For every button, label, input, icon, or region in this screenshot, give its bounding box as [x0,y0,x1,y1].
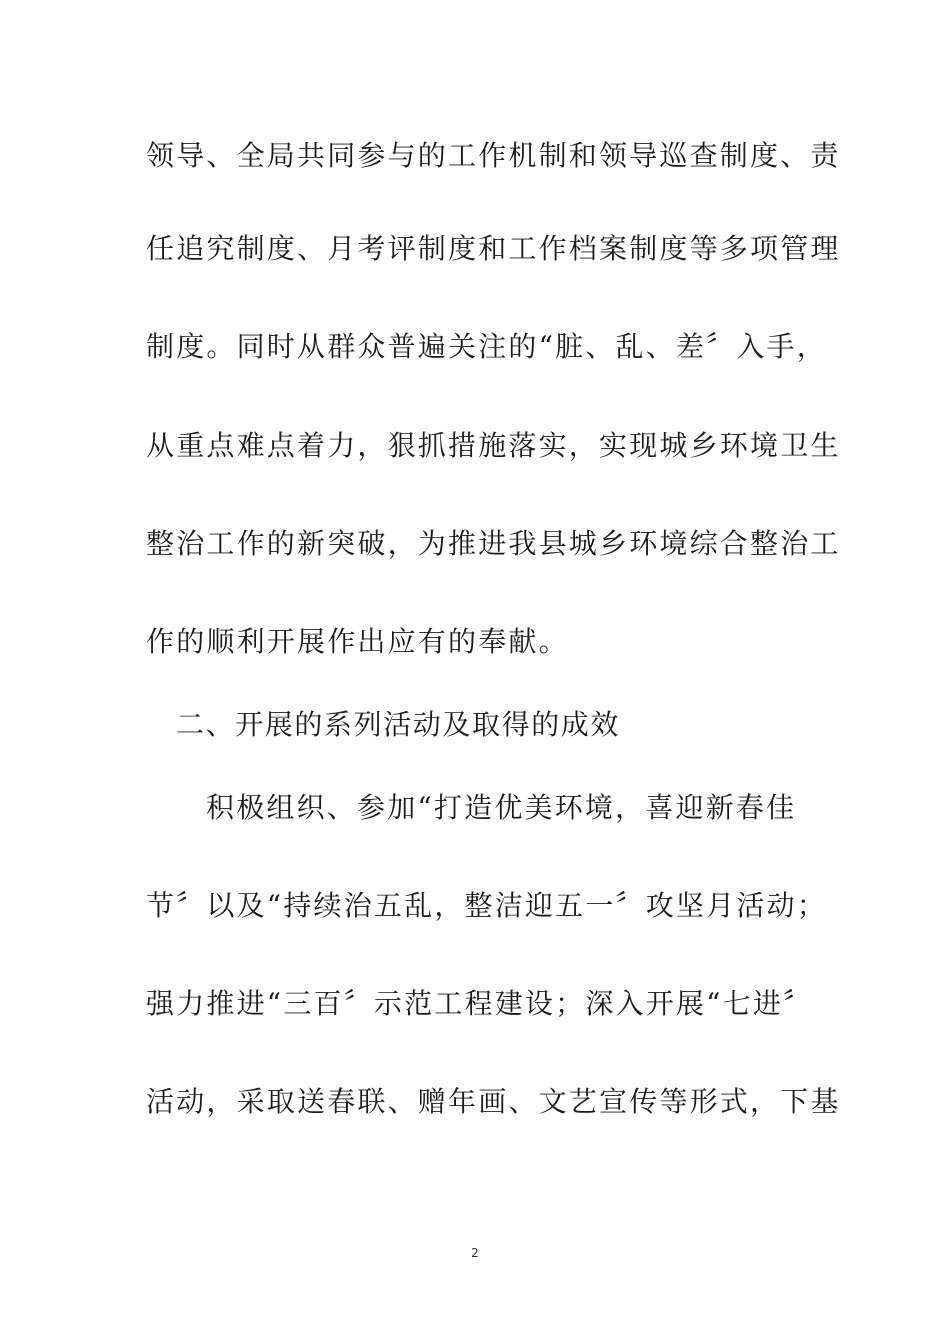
body-line: 领导、全局共同参与的工作机制和领导巡查制度、责 [146,139,841,172]
body-line: 作的顺利开展作出应有的奉献。 [146,625,569,658]
section-heading: 二、开展的系列活动及取得的成效 [176,708,621,741]
body-line: 强力推进“三百〞示范工程建设；深入开展“七进〞 [146,987,814,1020]
page-number: 2 [471,1246,479,1260]
body-line: 节〞以及“持续治五乱，整洁迎五一〞攻坚月活动； [146,889,827,922]
body-line: 任追究制度、月考评制度和工作档案制度等多项管理 [146,232,841,265]
body-line: 积极组织、参加“打造优美环境，喜迎新春佳 [206,791,797,824]
body-line: 活动，采取送春联、赠年画、文艺宣传等形式，下基 [146,1085,841,1118]
body-line: 从重点难点着力，狠抓措施落实，实现城乡环境卫生 [146,429,841,462]
body-line: 整治工作的新突破，为推进我县城乡环境综合整治工 [146,527,841,560]
body-line: 制度。同时从群众普遍关注的“脏、乱、差〞入手， [146,330,827,363]
